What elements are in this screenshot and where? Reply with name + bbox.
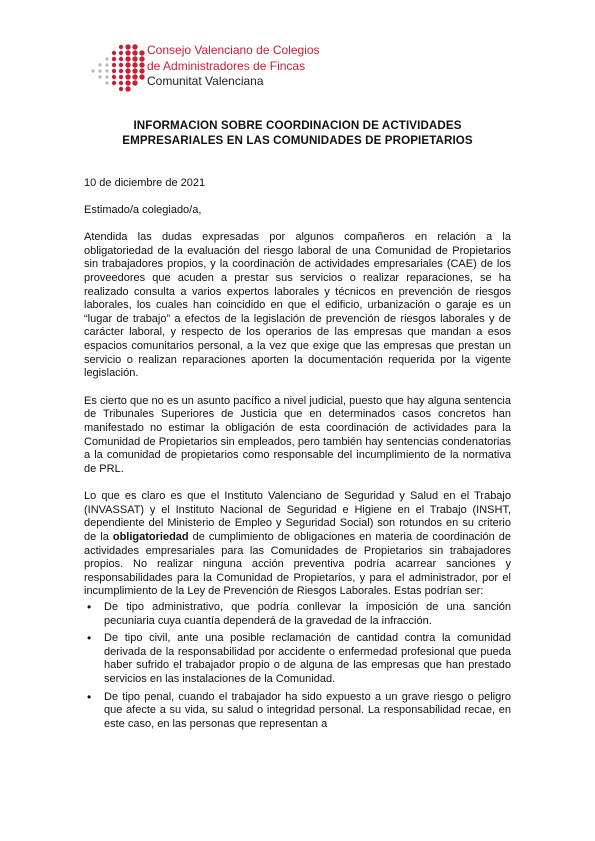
logo-dot	[125, 56, 130, 61]
logo-dot	[119, 51, 123, 55]
org-name	[147, 43, 320, 90]
logo-dot	[132, 50, 137, 55]
title-line-1: INFORMACION SOBRE COORDINACION DE ACTIVIDADES	[133, 119, 462, 132]
risk-item-administrative: • De tipo administrativo, que podría conllevar la imposición de una sanción pecuniaria cuya cuantía dependerá de la gravedad de la infracción.	[84, 601, 511, 628]
logo-dot	[112, 69, 116, 73]
logo-dot	[132, 80, 137, 85]
logo-dot	[125, 68, 130, 73]
logo-dot	[139, 62, 144, 67]
dot-grid-logo-icon	[90, 43, 146, 93]
logo-dot	[119, 81, 123, 85]
paragraph-3-text-b: de cumplimiento de obligaciones en materia de coordinación de actividades empresariales para las Comunidades de Propietarios sin trabajadores propios. No realizar ninguna acción preventiva podría acarrear sanciones y responsabilidades para la Comunidad de Propietarios, y para el administrador, por el incumplimiento de la Ley de Prevención de Riesgos Laborales. Estas podrían ser:	[84, 531, 511, 598]
logo-dot	[132, 62, 137, 67]
logo-dot	[132, 44, 137, 49]
logo-dot	[125, 74, 130, 79]
risk-item-penal: • De tipo penal, cuando el trabajador ha sido expuesto a un grave riesgo o peligro que afecte a su vida, su salud o integridad personal. La responsabilidad recae, en este caso, en las personas que representan a	[84, 691, 511, 732]
logo-dot	[112, 75, 116, 79]
title-line-2: EMPRESARIALES EN LAS COMUNIDADES DE PROPIETARIOS	[122, 134, 473, 147]
logo-dot	[105, 75, 108, 78]
logo-dot	[119, 63, 123, 67]
logo-dot	[119, 87, 123, 91]
paragraph-3	[84, 490, 511, 599]
logo-dot	[139, 74, 144, 79]
logo-dot	[98, 63, 101, 66]
logo-dot	[132, 68, 137, 73]
logo-dot	[98, 69, 101, 72]
logo-dot	[125, 62, 130, 67]
logo-dot	[132, 74, 137, 79]
risk-list	[84, 601, 511, 731]
logo-dot	[105, 57, 108, 60]
logo-dot	[119, 45, 123, 49]
logo-dot	[91, 69, 94, 72]
logo-dot	[125, 50, 130, 55]
logo-dot	[139, 56, 144, 61]
paragraph-2: Es cierto que no es un asunto pacífico a nivel judicial, puesto que hay alguna sentencia de Tribunales Superiores de Justicia que en determinados casos concretos han manifestado no estimar la obligación de esta coordinación de actividades para la Comunidad de Propietarios sin empleados, pero también hay sentencias condenatorias a la comunidad de propietarios como responsable del incumplimiento de la normativa de PRL.	[84, 394, 511, 475]
logo-dot	[125, 80, 130, 85]
paragraph-3-bold: obligatoriedad	[112, 531, 189, 544]
paragraph-3-text-a: Lo que es claro es que el Instituto Valenciano de Seguridad y Salud en el Trabajo (INVASSAT) y el Instituto Nacional de Seguridad e Higiene en el Trabajo (INSHT, dependiente del Ministerio de Empleo y Seguridad Social) son rotundos en su criterio de la	[84, 490, 511, 544]
logo-dot	[112, 63, 116, 67]
greeting: Estimado/a colegiado/a,	[84, 203, 202, 216]
logo-dot	[112, 51, 116, 55]
logo-dot	[139, 68, 144, 73]
logo-dot	[119, 69, 123, 73]
logo-dot	[132, 56, 137, 61]
paragraph-1: Atendida las dudas expresadas por algunos compañeros en relación a la obligatoriedad de la evaluación del riesgo laboral de una Comunidad de Propietarios sin trabajadores propios, y la coordinación de actividades empresariales (CAE) de los proveedores que acuden a prestar sus servicios o realizar reparaciones, se ha realizado consulta a varios expertos laborales y técnicos en prevención de riesgos laborales, los cuales han coincidido en que el edificio, urbanización o garaje es un “lugar de trabajo” a efectos de la legislación de prevención de riesgos laborales y de carácter laboral, y respecto de los operarios de las empresas que mandan a esos espacios comunitarios personal, a la vez que exige que las empresas que prestan un servicio o realizan reparaciones aporten la documentación requerida por la vigente legislación.	[84, 231, 511, 380]
document-title	[80, 118, 515, 148]
document-body	[84, 177, 511, 735]
document-date: 10 de diciembre de 2021	[84, 177, 206, 189]
logo-dot	[119, 57, 123, 61]
logo-dot	[105, 69, 108, 72]
org-name-line-1: Consejo Valenciano de Colegios	[147, 43, 320, 57]
org-logo	[90, 43, 350, 95]
logo-dot	[119, 75, 123, 79]
logo-dot	[105, 81, 108, 84]
org-name-line-2: de Administradores de Fincas	[147, 58, 306, 73]
logo-dot	[125, 86, 130, 91]
logo-dot	[98, 75, 101, 78]
org-name-line-3: Comunitat Valenciana	[147, 74, 264, 88]
risk-item-civil: • De tipo civil, ante una posible reclamación de cantidad contra la comunidad derivada de la responsabilidad por accidente o enfermedad profesional que pueda haber sufrido el trabajador propio o de alguna de las empresas que han prestado servicios en las instalaciones de la Comunidad.	[84, 632, 511, 686]
logo-dot	[125, 44, 130, 49]
logo-dot	[112, 57, 116, 61]
logo-dot	[139, 50, 144, 55]
logo-dot	[112, 81, 116, 85]
logo-dot	[105, 63, 108, 66]
